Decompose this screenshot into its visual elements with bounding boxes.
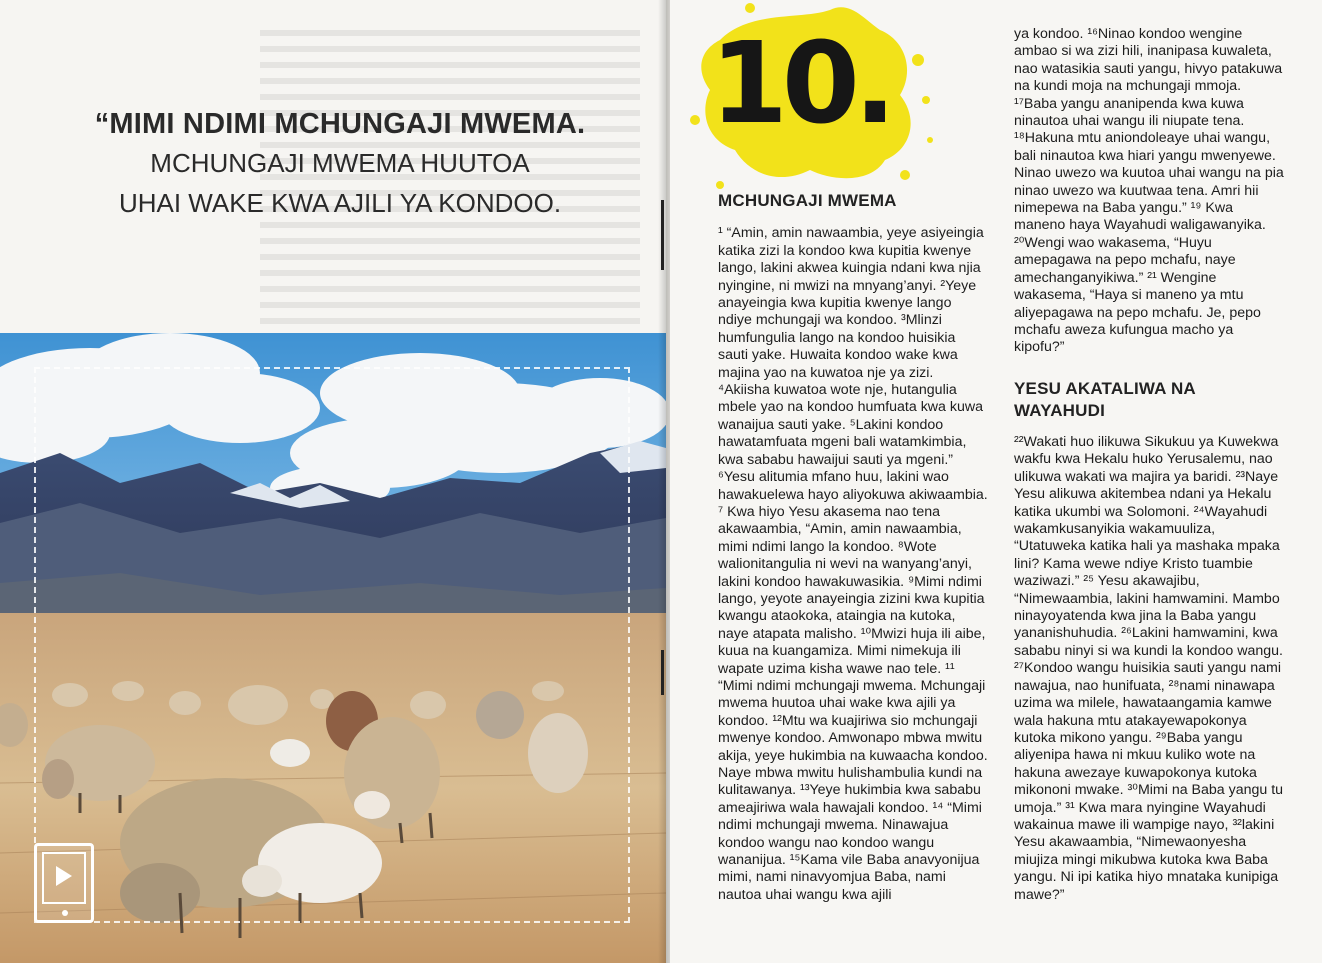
- text-column-3: [1014, 434, 1284, 904]
- device-button-dot: [62, 910, 68, 916]
- quote-line-1: “MIMI NDIMI MCHUNGAJI MWEMA.: [94, 108, 586, 140]
- gutter-mark: [661, 650, 664, 695]
- dashed-frame: [34, 367, 630, 923]
- play-triangle-icon: [56, 866, 72, 886]
- bible-text-paragraph: ya kondoo. ¹⁶Ninao kondoo wengine ambao si wa zizi hili, inanipasa kuwaleta, nao watasikia sauti yangu, hivyo patakuwa na kundi moja na mchungaji mmoja. ¹⁷Baba yangu ananipenda kwa kuwa ninautoa uhai wangu ili niupate tena. ¹⁸Hakuna mtu aniondoleaye uhai wangu, bali ninautoa kwa hiari yangu mwenyewe. Ninao uwezo wa kuutoa uhai wangu na pia ninao uwezo wa kuutwaa tena. Amri hii nimepewa na Baba yangu.” ¹⁹ Kwa maneno haya Wayahudi waligawanyika. ²⁰Wengi wao wakasema, “Huyu amepagawa na pepo mchafu, naye amechanganyikiwa.” ²¹ Wengine wakasema, “Haya si maneno ya mtu aliyepagawa na pepo mchafu. Je, pepo mchafu aweza kufungua macho ya kipofu?”: [1014, 26, 1284, 356]
- chapter-number: 10.: [710, 19, 891, 149]
- gutter-mark: [661, 200, 664, 270]
- bible-text-paragraph: ¹ “Amin, amin nawaambia, yeye asiyeingia katika zizi la kondoo kwa kupitia kwenye lango, lakini akwea kuingia ndani kwa njia nyingine, ni mwizi na mnyang’anyi. ²Yeye anayeingia kwa kupitia kwenye lango ndiye mchungaji wa kondoo. ³Mlinzi humfungulia lango na kondoo huisikia sauti yake. Huwaita kondoo wake kwa majina yao na kuwatoa nje ya zizi. ⁴Akiisha kuwatoa wote nje, hutangulia mbele yao na kondoo humfuata kwa kuwa wanaijua sauti yake. ⁵Lakini kondoo hawatamfuata mgeni bali watamkimbia, kwa sababu hawaijui sauti ya mgeni.” ⁶Yesu alitumia mfano huu, lakini wao hawakuelewa hayo aliyokuwa akiwaambia. ⁷ Kwa hiyo Yesu akasema nao tena akawaambia, “Amin, amin nawaambia, mimi ndimi lango la kondoo. ⁸Wote walionitangulia ni wevi na wanyang’anyi, lakini kondoo hawakuwasikia. ⁹Mimi ndimi lango, yeyote anayeingia zizini kwa kupitia kwangu ataokoka, ataingia na kutoka, naye atapata malisho. ¹⁰Mwizi huja ili aibe, kuua na kuangamiza. Mimi nimekuja ili wapate uzima kisha wawe nao tele. ¹¹ “Mimi ndimi mchungaji mwema. Mchungaji mwema huutoa uhai wake kwa ajili ya kondoo. ¹²Mtu wa kuajiriwa sio mchungaji mwenye kondoo. Amwonapo mbwa mwitu akija, yeye hukimbia na kuwaacha kondoo. Naye mbwa mwitu hulishambulia kundi na kulitawanya. ¹³Yeye hukimbia kwa sababu ameajiriwa wala hawajali kondoo. ¹⁴ “Mimi ndimi mchungaji mwema. Ninawajua kondoo wangu nao kondoo wangu wananijua. ¹⁵Kama vile Baba anavyonijua mimi, nami ninavyomjua Baba, nami nautoa uhai wangu kwa ajili: [718, 225, 988, 903]
- video-play-icon[interactable]: [34, 843, 94, 923]
- section-title: MCHUNGAJI MWEMA: [718, 191, 897, 210]
- quote-line-3: UHAI WAKE KWA AJILI YA KONDOO.: [118, 188, 562, 218]
- right-page: [670, 0, 1322, 963]
- text-column-1: [718, 191, 988, 904]
- bible-text-paragraph: ²²Wakati huo ilikuwa Sikukuu ya Kuwekwa wakfu kwa Hekalu huko Yerusalemu, nao ulikuwa wakati wa majira ya baridi. ²³Naye Yesu alikuwa akitembea ndani ya Hekalu katika ukumbi wa Solomoni. ²⁴Wayahudi wakamkusanyikia wakamuuliza, “Utatuweka katika hali ya mashaka mpaka lini? Kama wewe ndiye Kristo tuambie waziwazi.” ²⁵ Yesu akawajibu, “Nimewaambia, lakini hamwamini. Mambo ninayoyatenda kwa jina la Baba yangu yananishuhudia. ²⁶Lakini hamwamini, kwa sababu ninyi si wa kundi la kondoo wangu. ²⁷Kondoo wangu huisikia sauti yangu nami nawajua, nao hunifuata, ²⁸nami ninawapa uzima wa milele, hawataangamia kamwe wala hakuna mtu atakayewapokonya kutoka mikono yangu. ²⁹Baba yangu aliyenipa hawa ni mkuu kuliko wote na hakuna awezaye kuwapokonya kutoka mikononi mwake. ³⁰Mimi na Baba yangu tu umoja.” ³¹ Kwa mara nyingine Wayahudi wakainua mawe ili wampige nayo, ³²lakini Yesu akawaambia, “Nimewaonyesha miujiza mingi mikubwa kutoka kwa Baba yangu. Ni ipi katika hiyo mnataka kunipiga mawe?”: [1014, 434, 1284, 903]
- section-title: YESU AKATALIWA NA WAYAHUDI: [1014, 379, 1196, 420]
- text-column-2: [1014, 26, 1284, 357]
- quote-line-2: MCHUNGAJI MWEMA HUUTOA: [150, 148, 530, 178]
- sheep-landscape-photo: [0, 333, 666, 963]
- pull-quote: [40, 108, 640, 221]
